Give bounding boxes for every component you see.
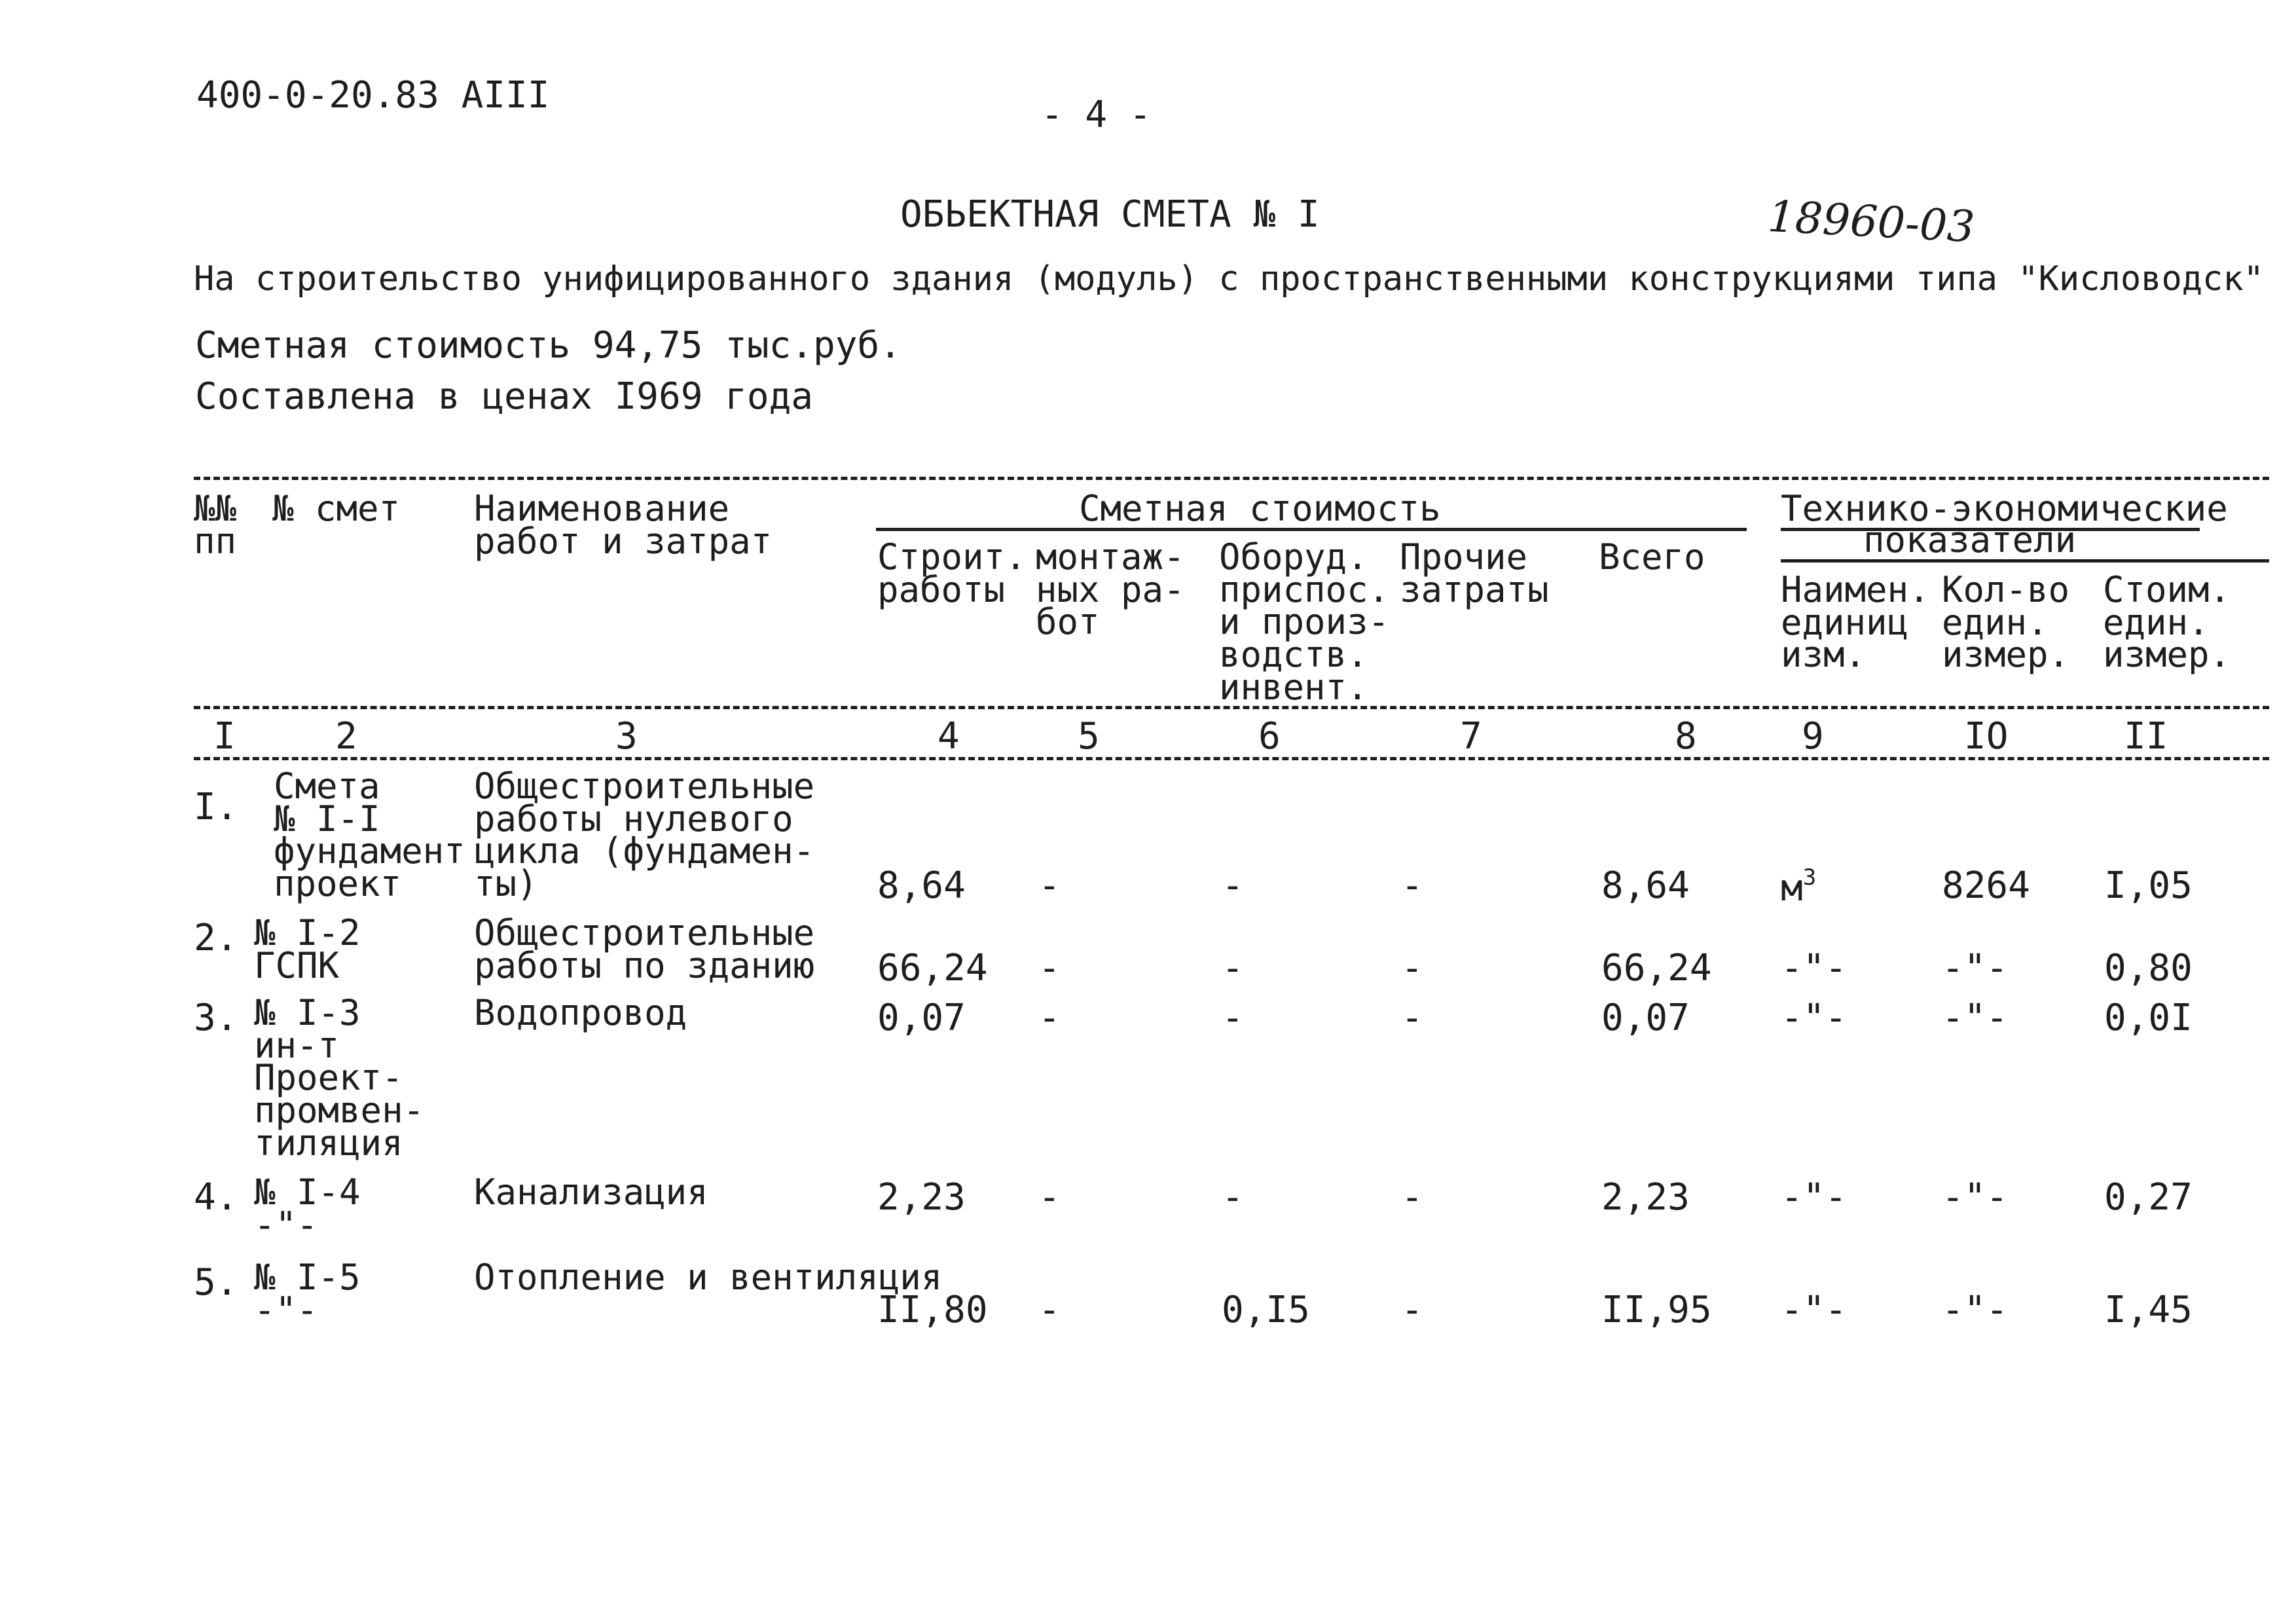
- row-estimate: Смета № I-I фундамент проект: [274, 766, 465, 905]
- row-estimate: № I-5 -"-: [254, 1257, 361, 1331]
- row-work-name: Общестроительные работы нулевого цикла (фундамен- ты): [474, 766, 815, 905]
- row-quantity: -"-: [1942, 997, 2009, 1039]
- row-estimate: № I-4 -"-: [254, 1172, 361, 1246]
- row-unit: [1781, 864, 1816, 910]
- row-number: I.: [194, 786, 238, 828]
- row-number: 5.: [194, 1261, 238, 1304]
- row-total-value: 0,07: [1601, 997, 1690, 1039]
- row-other-value: -: [1401, 997, 1423, 1039]
- row-equipment-value: -: [1222, 997, 1244, 1039]
- row-number: 3.: [194, 997, 238, 1039]
- handwritten-registration-number: 18960-03: [1766, 191, 1977, 253]
- row-unit: -"-: [1781, 947, 1848, 989]
- row-unit: -"-: [1781, 1176, 1848, 1219]
- row-unit-superscript: 3: [1802, 864, 1817, 891]
- header-row-number: №№ пп: [194, 488, 237, 562]
- header-unit-quantity: Кол-во един. измер.: [1942, 569, 2070, 676]
- header-construction-works: Строит. работы: [877, 536, 1027, 610]
- row-other-value: -: [1401, 1176, 1423, 1219]
- column-number-7: 7: [1460, 715, 1482, 758]
- column-number-6: 6: [1258, 715, 1281, 758]
- row-unit-cost: 0,0I: [2104, 997, 2193, 1039]
- row-quantity: 8264: [1942, 864, 2030, 907]
- row-other-value: -: [1401, 947, 1423, 989]
- row-unit-cost: I,05: [2104, 864, 2193, 907]
- column-number-1: I: [213, 715, 236, 758]
- row-unit-cost: 0,80: [2104, 947, 2193, 989]
- column-number-11: II: [2124, 715, 2168, 758]
- row-unit: -"-: [1781, 1289, 1848, 1331]
- column-number-4: 4: [938, 715, 960, 758]
- table-top-rule: [194, 477, 2269, 480]
- column-number-8: 8: [1675, 715, 1697, 758]
- header-total: Всего: [1599, 536, 1705, 578]
- row-construction-value: 8,64: [877, 864, 966, 907]
- column-number-3: 3: [615, 715, 638, 758]
- column-number-10: IO: [1964, 715, 2009, 758]
- column-number-9: 9: [1802, 715, 1824, 758]
- row-estimate: № I-2 ГСПК: [254, 912, 361, 986]
- row-unit: -"-: [1781, 997, 1848, 1039]
- row-construction-value: II,80: [877, 1289, 988, 1331]
- row-work-name: Канализация: [474, 1172, 708, 1213]
- row-quantity: -"-: [1942, 947, 2009, 989]
- column-numbers-top-rule: [194, 706, 2269, 709]
- row-equipment-value: 0,I5: [1222, 1289, 1310, 1331]
- row-equipment-value: -: [1222, 864, 1244, 907]
- header-unit-name: Наимен. единиц изм.: [1781, 569, 1930, 676]
- row-quantity: -"-: [1942, 1176, 2009, 1219]
- column-number-2: 2: [335, 715, 357, 758]
- row-unit-text: м: [1781, 867, 1803, 910]
- header-work-name: Наименование работ и затрат: [474, 488, 773, 562]
- header-unit-cost: Стоим. един. измер.: [2103, 569, 2231, 676]
- row-unit-cost: 0,27: [2104, 1176, 2193, 1219]
- row-total-value: 66,24: [1601, 947, 1712, 989]
- header-mounting-works: монтаж- ных ра- бот: [1036, 536, 1185, 643]
- header-group-technical: Технико-экономические: [1781, 488, 2228, 529]
- document-code: 400-0-20.83 АIII: [196, 74, 550, 117]
- row-construction-value: 2,23: [877, 1176, 966, 1219]
- row-quantity: -"-: [1942, 1289, 2009, 1331]
- row-total-value: 8,64: [1601, 864, 1690, 907]
- header-group-technical-2: показатели: [1863, 519, 2077, 561]
- row-mounting-value: -: [1038, 1289, 1061, 1331]
- document-title: ОБЬЕКТНАЯ СМЕТА № I: [900, 193, 1320, 236]
- row-mounting-value: -: [1038, 1176, 1061, 1219]
- header-other-costs: Прочие затраты: [1400, 536, 1549, 610]
- row-other-value: -: [1401, 1289, 1423, 1331]
- row-estimate: № I-3 ин-т Проект- промвен- тиляция: [254, 992, 425, 1164]
- row-number: 4.: [194, 1176, 238, 1219]
- estimated-cost-line: Сметная стоимость 94,75 тыс.руб.: [195, 324, 902, 367]
- row-mounting-value: -: [1038, 947, 1061, 989]
- row-work-name: Общестроительные работы по зданию: [474, 912, 815, 986]
- row-work-name: Отопление и вентиляция: [474, 1257, 943, 1298]
- row-equipment-value: -: [1222, 947, 1244, 989]
- header-estimate-number: № смет: [272, 488, 401, 529]
- row-total-value: 2,23: [1601, 1176, 1690, 1219]
- row-construction-value: 66,24: [877, 947, 988, 989]
- column-number-5: 5: [1078, 715, 1100, 758]
- prices-year-line: Составлена в ценах I969 года: [195, 375, 814, 418]
- row-construction-value: 0,07: [877, 997, 966, 1039]
- header-technical-underline-2: [1781, 559, 2269, 563]
- estimate-subject: На строительство унифицированного здания (модуль) с пространственными конструкциями типа "Кисловодск": [194, 259, 2264, 299]
- row-work-name: Водопровод: [474, 992, 687, 1033]
- header-group-estimated-cost: Сметная стоимость: [1079, 488, 1441, 529]
- row-number: 2.: [194, 917, 238, 959]
- header-cost-underline: [876, 528, 1747, 531]
- header-equipment: Оборуд. приспос. и произ- водств. инвент.: [1219, 536, 1390, 708]
- row-unit-cost: I,45: [2104, 1289, 2193, 1331]
- row-total-value: II,95: [1601, 1289, 1712, 1331]
- page-number: - 4 -: [1041, 94, 1152, 136]
- row-mounting-value: -: [1038, 864, 1061, 907]
- column-numbers-bottom-rule: [194, 757, 2269, 760]
- row-equipment-value: -: [1222, 1176, 1244, 1219]
- row-mounting-value: -: [1038, 997, 1061, 1039]
- row-other-value: -: [1401, 864, 1423, 907]
